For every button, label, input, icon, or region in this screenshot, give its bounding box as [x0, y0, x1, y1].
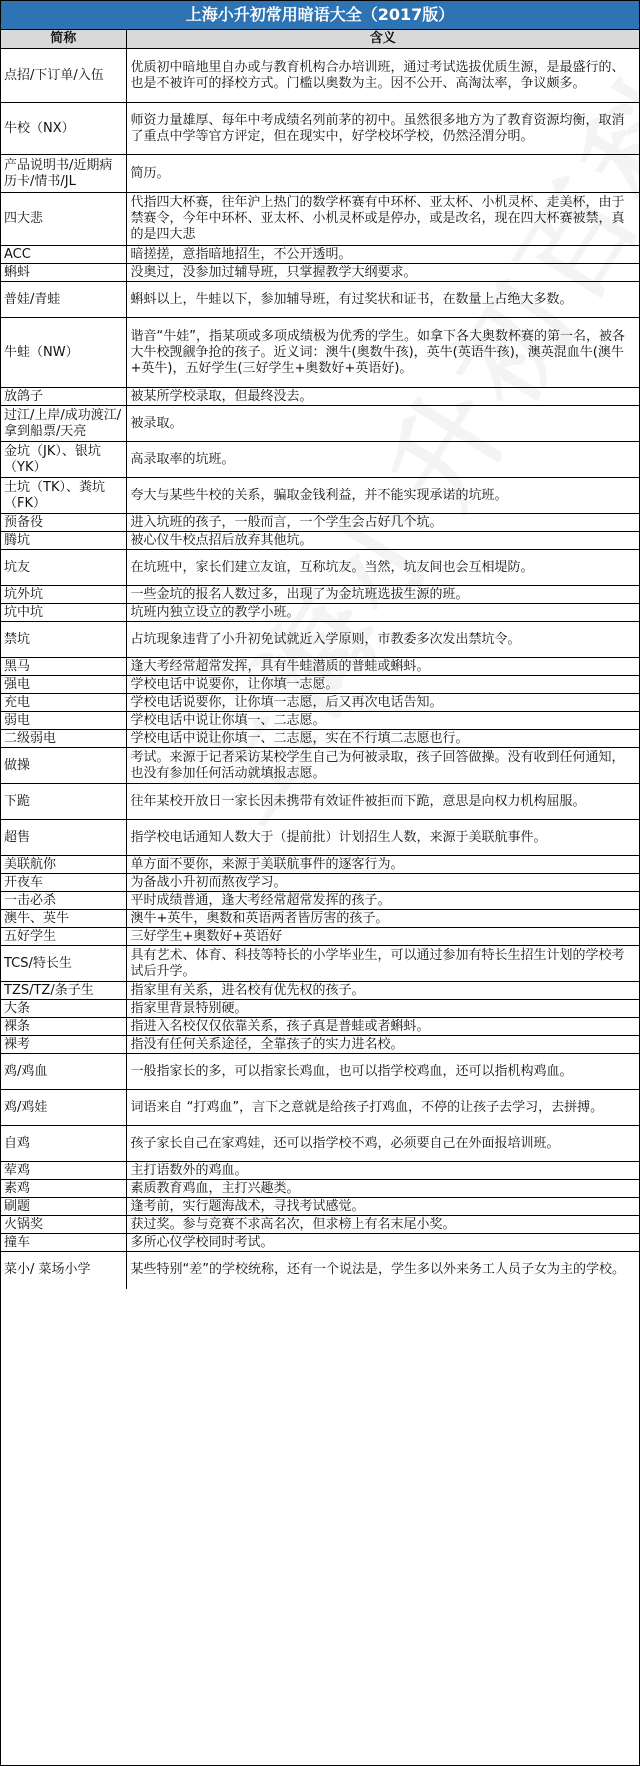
row-meaning: 被心仪牛校点招后放弃其他坑。	[126, 532, 639, 550]
table-row	[1, 1036, 639, 1054]
row-term: 澳牛、英牛	[1, 910, 126, 928]
table-row	[1, 246, 639, 264]
row-term: 弱电	[1, 712, 126, 730]
row-meaning: 暗搓搓，意指暗地招生，不公开透明。	[126, 246, 639, 264]
row-meaning: 一般指家长的多，可以指家长鸡血，也可以指学校鸡血，还可以指机构鸡血。	[126, 1054, 639, 1090]
row-term: TCS/特长生	[1, 946, 126, 982]
row-meaning: 指家里有关系，进名校有优先权的孩子。	[126, 982, 639, 1000]
row-meaning: 学校电话中说要你，让你填一志愿。	[126, 676, 639, 694]
table-row	[1, 1198, 639, 1216]
row-term: 美联航你	[1, 856, 126, 874]
row-term: 四大悲	[1, 193, 126, 246]
row-term: 强电	[1, 676, 126, 694]
row-term: TZS/TZ/条子生	[1, 982, 126, 1000]
row-meaning: 高录取率的坑班。	[126, 442, 639, 478]
table-row	[1, 856, 639, 874]
table-row	[1, 1216, 639, 1234]
row-term: 牛校（NX）	[1, 103, 126, 155]
row-term: 裸条	[1, 1018, 126, 1036]
page-title: 上海小升初常用暗语大全（2017版）	[1, 1, 639, 30]
row-meaning: 逢考前，实行题海战术，寻找考试感觉。	[126, 1198, 639, 1216]
row-term: 火锅奖	[1, 1216, 126, 1234]
row-term: 放鸽子	[1, 388, 126, 406]
row-term: 鸡/鸡血	[1, 1054, 126, 1090]
row-meaning: 占坑现象违背了小升初免试就近入学原则，市教委多次发出禁坑令。	[126, 622, 639, 658]
table-header-row	[1, 30, 639, 49]
row-meaning: 夸大与某些牛校的关系，骗取金钱利益，并不能实现承诺的坑班。	[126, 478, 639, 514]
table-row	[1, 1054, 639, 1090]
row-meaning: 为备战小升初而熬夜学习。	[126, 874, 639, 892]
table-row	[1, 982, 639, 1000]
table-row	[1, 155, 639, 193]
table-row	[1, 874, 639, 892]
row-meaning: 被录取。	[126, 406, 639, 442]
table-row	[1, 103, 639, 155]
row-meaning: 指家里背景特别硬。	[126, 1000, 639, 1018]
table-row	[1, 318, 639, 388]
row-term: 预备役	[1, 514, 126, 532]
row-term: 过江/上岸/成功渡江/拿到船票/天亮	[1, 406, 126, 442]
row-term: 鸡/鸡娃	[1, 1090, 126, 1126]
row-meaning: 学校电话中说让你填一、二志愿，实在不行填二志愿也行。	[126, 730, 639, 748]
table-row	[1, 406, 639, 442]
glossary-table	[1, 30, 639, 1289]
row-meaning: 谐音“牛娃”，指某项或多项成绩极为优秀的学生。如拿下各大奥数杯赛的第一名，被各大牛校觊觎争抢的孩子。近义词：澳牛(奥数牛孩)，英牛(英语牛孩)，澳英混血牛(澳牛+英牛)，五好学生(三好学生+奥数好+英语好)。	[126, 318, 639, 388]
row-meaning: 某些特别“差”的学校统称，还有一个说法是，学生多以外来务工人员子女为主的学校。	[126, 1252, 639, 1289]
row-meaning: 没奥过，没参加过辅导班，只掌握教学大纲要求。	[126, 264, 639, 282]
row-meaning: 单方面不要你，来源于美联航事件的逐客行为。	[126, 856, 639, 874]
row-meaning: 学校电话中说让你填一、二志愿。	[126, 712, 639, 730]
table-row	[1, 622, 639, 658]
row-meaning: 指进入名校仅仅依靠关系，孩子真是普蛙或者蝌蚪。	[126, 1018, 639, 1036]
row-meaning: 词语来自 “打鸡血”，言下之意就是给孩子打鸡血，不停的让孩子去学习，去拼搏。	[126, 1090, 639, 1126]
table-row	[1, 388, 639, 406]
table-row	[1, 282, 639, 318]
table-row	[1, 658, 639, 676]
row-meaning: 孩子家长自己在家鸡娃，还可以指学校不鸡，必须要自己在外面报培训班。	[126, 1126, 639, 1162]
row-meaning: 素质教育鸡血，主打兴趣类。	[126, 1180, 639, 1198]
row-term: 下跪	[1, 784, 126, 820]
row-meaning: 指没有任何关系途径，全靠孩子的实力进名校。	[126, 1036, 639, 1054]
row-meaning: 具有艺术、体育、科技等特长的小学毕业生，可以通过参加有特长生招生计划的学校考试后升学。	[126, 946, 639, 982]
row-term: 点招/下订单/入伍	[1, 49, 126, 103]
row-term: 充电	[1, 694, 126, 712]
row-term: 产品说明书/近期病历卡/情书/JL	[1, 155, 126, 193]
row-meaning: 学校电话说要你，让你填一志愿，后又再次电话告知。	[126, 694, 639, 712]
row-term: 一击必杀	[1, 892, 126, 910]
row-meaning: 多所心仪学校同时考试。	[126, 1234, 639, 1252]
row-meaning: 师资力量雄厚、每年中考成绩名列前茅的初中。虽然很多地方为了教育资源均衡，取消了重点中学等官方评定，但在现实中，好学校坏学校，仍然泾渭分明。	[126, 103, 639, 155]
table-row	[1, 1018, 639, 1036]
table-row	[1, 820, 639, 856]
row-meaning: 主打语数外的鸡血。	[126, 1162, 639, 1180]
row-term: 荤鸡	[1, 1162, 126, 1180]
table-row	[1, 676, 639, 694]
row-term: 蝌蚪	[1, 264, 126, 282]
row-meaning: 进入坑班的孩子，一般而言，一个学生会占好几个坑。	[126, 514, 639, 532]
table-row	[1, 712, 639, 730]
row-meaning: 获过奖。参与竞赛不求高名次，但求榜上有名末尾小奖。	[126, 1216, 639, 1234]
table-row	[1, 1000, 639, 1018]
table-row	[1, 946, 639, 982]
row-meaning: 一些金坑的报名人数过多，出现了为金坑班选拔生源的班。	[126, 586, 639, 604]
table-row	[1, 892, 639, 910]
row-term: 土坑（TK）、粪坑（FK）	[1, 478, 126, 514]
row-term: 普娃/青蛙	[1, 282, 126, 318]
row-term: 大条	[1, 1000, 126, 1018]
row-term: 超售	[1, 820, 126, 856]
row-meaning: 指学校电话通知人数大于（提前批）计划招生人数，来源于美联航事件。	[126, 820, 639, 856]
row-meaning: 简历。	[126, 155, 639, 193]
row-term: 腾坑	[1, 532, 126, 550]
table-row	[1, 730, 639, 748]
row-term: 五好学生	[1, 928, 126, 946]
table-row	[1, 514, 639, 532]
row-term: 自鸡	[1, 1126, 126, 1162]
row-term: 素鸡	[1, 1180, 126, 1198]
table-row	[1, 928, 639, 946]
row-meaning: 往年某校开放日一家长因未携带有效证件被拒而下跪，意思是向权力机构屈服。	[126, 784, 639, 820]
table-row	[1, 1180, 639, 1198]
table-row	[1, 193, 639, 246]
table-row	[1, 49, 639, 103]
row-meaning: 被某所学校录取，但最终没去。	[126, 388, 639, 406]
row-term: 金坑（JK）、银坑（YK）	[1, 442, 126, 478]
table-row	[1, 442, 639, 478]
row-meaning: 优质初中暗地里自办或与教育机构合办培训班，通过考试选拔优质生源，是最盛行的、也是不被许可的择校方式。门槛以奥数为主。因不公开、高淘汰率，争议颇多。	[126, 49, 639, 103]
table-row	[1, 1234, 639, 1252]
table-row	[1, 694, 639, 712]
row-meaning: 澳牛+英牛，奥数和英语两者皆厉害的孩子。	[126, 910, 639, 928]
table-row	[1, 1126, 639, 1162]
table-row	[1, 586, 639, 604]
row-term: 裸考	[1, 1036, 126, 1054]
row-term: 二级弱电	[1, 730, 126, 748]
row-term: 坑外坑	[1, 586, 126, 604]
table-row	[1, 784, 639, 820]
row-term: 禁坑	[1, 622, 126, 658]
row-term: 做操	[1, 748, 126, 784]
table-row	[1, 1252, 639, 1289]
table-row	[1, 264, 639, 282]
glossary-body	[1, 49, 639, 1289]
row-meaning: 平时成绩普通，逢大考经常超常发挥的孩子。	[126, 892, 639, 910]
row-term: 开夜车	[1, 874, 126, 892]
row-meaning: 逢大考经常超常发挥，具有牛蛙潜质的普蛙或蝌蚪。	[126, 658, 639, 676]
table-row	[1, 1162, 639, 1180]
table-row	[1, 550, 639, 586]
table-row	[1, 532, 639, 550]
row-meaning: 考试。来源于记者采访某校学生自己为何被录取，孩子回答做操。没有收到任何通知，也没有参加任何活动就填报志愿。	[126, 748, 639, 784]
column-header-term: 简称	[1, 30, 126, 49]
row-term: 黑马	[1, 658, 126, 676]
row-term: 坑中坑	[1, 604, 126, 622]
table-row	[1, 748, 639, 784]
row-meaning: 坑班内独立设立的教学小班。	[126, 604, 639, 622]
row-term: 牛蛙（NW）	[1, 318, 126, 388]
row-term: 撞车	[1, 1234, 126, 1252]
row-meaning: 代指四大杯赛，往年沪上热门的数学杯赛有中环杯、亚太杯、小机灵杯、走美杯，由于禁赛令，今年中环杯、亚太杯、小机灵杯或是停办，或是改名，现在四大杯赛被禁，真的是四大悲	[126, 193, 639, 246]
row-meaning: 在坑班中，家长们建立友谊，互称坑友。当然，坑友间也会互相堤防。	[126, 550, 639, 586]
table-row	[1, 604, 639, 622]
row-term: 坑友	[1, 550, 126, 586]
row-meaning: 三好学生+奥数好+英语好	[126, 928, 639, 946]
row-term: 菜小/ 菜场小学	[1, 1252, 126, 1289]
column-header-meaning: 含义	[126, 30, 639, 49]
table-row	[1, 910, 639, 928]
row-meaning: 蝌蚪以上，牛蛙以下，参加辅导班，有过奖状和证书，在数量上占绝大多数。	[126, 282, 639, 318]
row-term: 刷题	[1, 1198, 126, 1216]
row-term: ACC	[1, 246, 126, 264]
table-row	[1, 1090, 639, 1126]
table-row	[1, 478, 639, 514]
